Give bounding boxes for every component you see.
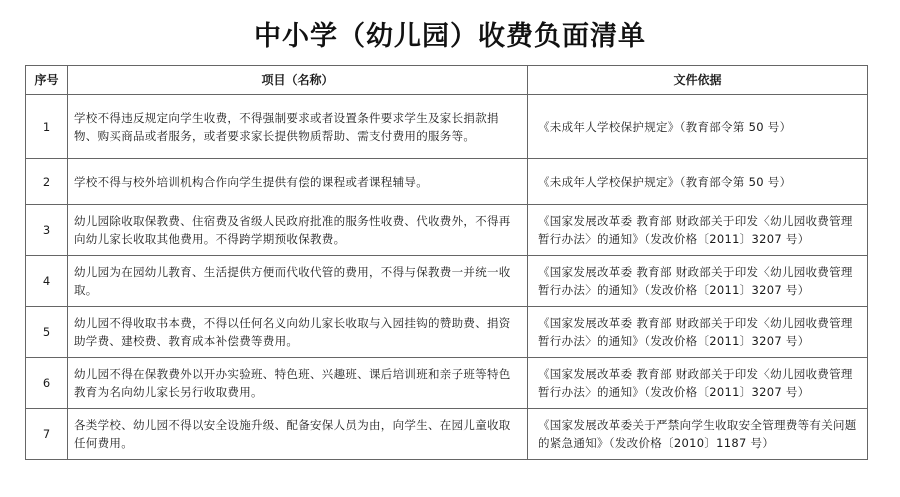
table-row xyxy=(26,358,868,409)
row-item: 各类学校、幼儿园不得以安全设施升级、配备安保人员为由，向学生、在园儿童收取任何费用。 xyxy=(68,409,528,460)
row-number: 5 xyxy=(26,307,68,358)
table-row xyxy=(26,205,868,256)
table-row xyxy=(26,307,868,358)
header-basis: 文件依据 xyxy=(528,66,868,95)
row-number: 6 xyxy=(26,358,68,409)
row-item: 幼儿园不得收取书本费，不得以任何名义向幼儿家长收取与入园挂钩的赞助费、捐资助学费、建校费、教育成本补偿费等费用。 xyxy=(68,307,528,358)
row-item: 幼儿园为在园幼儿教育、生活提供方便而代收代管的费用，不得与保教费一并统一收取。 xyxy=(68,256,528,307)
row-number: 7 xyxy=(26,409,68,460)
row-item: 学校不得与校外培训机构合作向学生提供有偿的课程或者课程辅导。 xyxy=(68,159,528,205)
row-basis: 《未成年人学校保护规定》（教育部令第 50 号） xyxy=(528,159,868,205)
header-no: 序号 xyxy=(26,66,68,95)
row-basis: 《国家发展改革委关于严禁向学生收取安全管理费等有关问题的紧急通知》（发改价格〔2010〕1187 号） xyxy=(528,409,868,460)
row-number: 1 xyxy=(26,95,68,159)
row-basis: 《国家发展改革委 教育部 财政部关于印发〈幼儿园收费管理暂行办法〉的通知》（发改价格〔2011〕3207 号） xyxy=(528,307,868,358)
row-basis: 《未成年人学校保护规定》（教育部令第 50 号） xyxy=(528,95,868,159)
table-header-row xyxy=(26,66,868,95)
table-row xyxy=(26,95,868,159)
table-row xyxy=(26,409,868,460)
row-item: 幼儿园除收取保教费、住宿费及省级人民政府批准的服务性收费、代收费外，不得再向幼儿家长收取其他费用。不得跨学期预收保教费。 xyxy=(68,205,528,256)
page-title: 中小学（幼儿园）收费负面清单 xyxy=(254,21,646,52)
row-basis: 《国家发展改革委 教育部 财政部关于印发〈幼儿园收费管理暂行办法〉的通知》（发改价格〔2011〕3207 号） xyxy=(528,358,868,409)
row-basis: 《国家发展改革委 教育部 财政部关于印发〈幼儿园收费管理暂行办法〉的通知》（发改价格〔2011〕3207 号） xyxy=(528,256,868,307)
row-basis: 《国家发展改革委 教育部 财政部关于印发〈幼儿园收费管理暂行办法〉的通知》（发改价格〔2011〕3207 号） xyxy=(528,205,868,256)
header-item: 项目（名称） xyxy=(68,66,528,95)
row-number: 4 xyxy=(26,256,68,307)
fee-negative-list-table xyxy=(25,65,868,460)
row-number: 3 xyxy=(26,205,68,256)
table-row xyxy=(26,159,868,205)
row-number: 2 xyxy=(26,159,68,205)
row-item: 学校不得违反规定向学生收费，不得强制要求或者设置条件要求学生及家长捐款捐物、购买商品或者服务，或者要求家长提供物质帮助、需支付费用的服务等。 xyxy=(68,95,528,159)
row-item: 幼儿园不得在保教费外以开办实验班、特色班、兴趣班、课后培训班和亲子班等特色教育为名向幼儿家长另行收取费用。 xyxy=(68,358,528,409)
table-row xyxy=(26,256,868,307)
